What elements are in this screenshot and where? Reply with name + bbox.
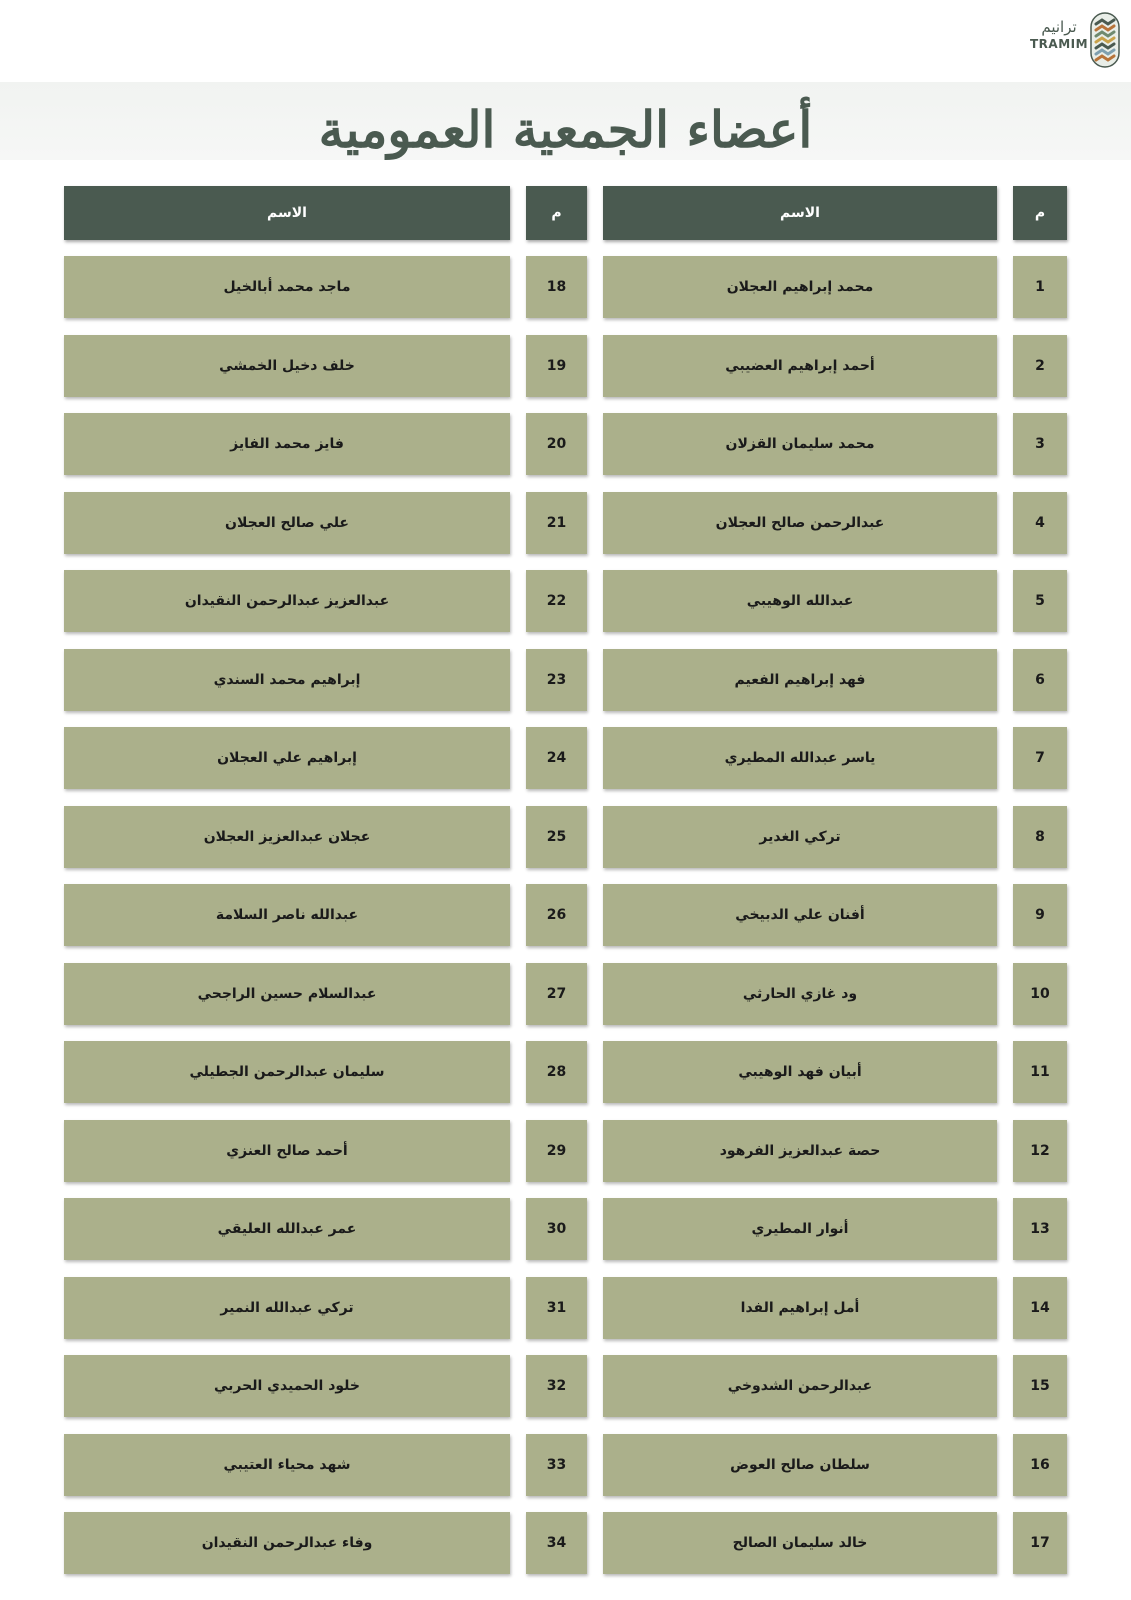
right-member-number: 8 xyxy=(1013,806,1067,868)
left-member-name: ماجد محمد أبالخيل xyxy=(64,256,510,318)
left-member-name: إبراهيم محمد السندي xyxy=(64,649,510,711)
right-member-number: 14 xyxy=(1013,1277,1067,1339)
right-member-name: عبدالرحمن الشدوخي xyxy=(603,1355,997,1417)
right-number-cells xyxy=(1013,256,1067,1574)
right-member-number: 17 xyxy=(1013,1512,1067,1574)
right-number-header: م xyxy=(1013,186,1067,240)
right-member-number: 12 xyxy=(1013,1120,1067,1182)
left-member-name: عبدالسلام حسين الراجحي xyxy=(64,963,510,1025)
right-member-name: فهد إبراهيم الفعيم xyxy=(603,649,997,711)
right-member-name: أنوار المطيري xyxy=(603,1198,997,1260)
right-member-name: خالد سليمان الصالح xyxy=(603,1512,997,1574)
left-name-cells xyxy=(64,256,510,1574)
left-member-number: 21 xyxy=(526,492,587,554)
left-member-name: وفاء عبدالرحمن النقيدان xyxy=(64,1512,510,1574)
right-member-number: 4 xyxy=(1013,492,1067,554)
page-title: أعضاء الجمعية العمومية xyxy=(318,100,813,159)
right-member-name: ياسر عبدالله المطيري xyxy=(603,727,997,789)
right-member-number: 9 xyxy=(1013,884,1067,946)
right-member-name: أفنان علي الدبيخي xyxy=(603,884,997,946)
left-name-header: الاسم xyxy=(64,186,510,240)
left-member-number: 23 xyxy=(526,649,587,711)
right-member-number: 5 xyxy=(1013,570,1067,632)
left-member-number: 28 xyxy=(526,1041,587,1103)
right-member-number: 16 xyxy=(1013,1434,1067,1496)
right-member-number: 10 xyxy=(1013,963,1067,1025)
left-number-cells xyxy=(526,256,587,1574)
right-member-name: ود غازي الحارثي xyxy=(603,963,997,1025)
left-member-name: إبراهيم علي العجلان xyxy=(64,727,510,789)
left-member-name: خلود الحميدي الحربي xyxy=(64,1355,510,1417)
left-member-number: 20 xyxy=(526,413,587,475)
right-member-name: سلطان صالح العوض xyxy=(603,1434,997,1496)
left-member-number: 24 xyxy=(526,727,587,789)
logo-arabic: ترانيم xyxy=(1041,18,1077,36)
left-member-number: 27 xyxy=(526,963,587,1025)
right-member-number: 3 xyxy=(1013,413,1067,475)
left-name-column xyxy=(64,186,510,1591)
left-member-number: 34 xyxy=(526,1512,587,1574)
right-member-name: عبدالله الوهيبي xyxy=(603,570,997,632)
right-name-cells xyxy=(603,256,997,1574)
left-member-number: 18 xyxy=(526,256,587,318)
right-member-number: 7 xyxy=(1013,727,1067,789)
left-member-name: عمر عبدالله العليقي xyxy=(64,1198,510,1260)
right-number-column xyxy=(1013,186,1067,1591)
left-member-name: خلف دخيل الخمشي xyxy=(64,335,510,397)
right-member-number: 13 xyxy=(1013,1198,1067,1260)
left-member-number: 19 xyxy=(526,335,587,397)
left-member-name: تركي عبدالله النمير xyxy=(64,1277,510,1339)
right-member-name: محمد إبراهيم العجلان xyxy=(603,256,997,318)
left-member-number: 33 xyxy=(526,1434,587,1496)
right-member-name: محمد سليمان القزلان xyxy=(603,413,997,475)
right-member-name: أبيان فهد الوهيبي xyxy=(603,1041,997,1103)
right-member-name: حصة عبدالعزيز الفرهود xyxy=(603,1120,997,1182)
right-member-number: 2 xyxy=(1013,335,1067,397)
right-name-column xyxy=(603,186,997,1591)
left-member-number: 29 xyxy=(526,1120,587,1182)
left-member-name: عبدالله ناصر السلامة xyxy=(64,884,510,946)
logo-text xyxy=(1030,20,1088,50)
right-member-number: 11 xyxy=(1013,1041,1067,1103)
left-member-number: 26 xyxy=(526,884,587,946)
left-member-name: شهد محياء العتيبي xyxy=(64,1434,510,1496)
left-member-number: 25 xyxy=(526,806,587,868)
right-member-name: عبدالرحمن صالح العجلان xyxy=(603,492,997,554)
left-member-name: سليمان عبدالرحمن الجطيلي xyxy=(64,1041,510,1103)
right-member-number: 15 xyxy=(1013,1355,1067,1417)
left-member-name: علي صالح العجلان xyxy=(64,492,510,554)
left-member-name: عجلان عبدالعزيز العجلان xyxy=(64,806,510,868)
logo xyxy=(1030,12,1120,74)
left-member-number: 22 xyxy=(526,570,587,632)
left-member-name: أحمد صالح العنزي xyxy=(64,1120,510,1182)
left-member-number: 30 xyxy=(526,1198,587,1260)
right-member-name: تركي الغدير xyxy=(603,806,997,868)
right-member-number: 1 xyxy=(1013,256,1067,318)
left-number-header: م xyxy=(526,186,587,240)
right-member-name: أمل إبراهيم الفدا xyxy=(603,1277,997,1339)
logo-english: TRAMIM xyxy=(1030,37,1089,51)
left-member-name: عبدالعزيز عبدالرحمن النقيدان xyxy=(64,570,510,632)
left-member-number: 32 xyxy=(526,1355,587,1417)
logo-mark-icon xyxy=(1090,12,1120,68)
left-member-number: 31 xyxy=(526,1277,587,1339)
right-member-name: أحمد إبراهيم العضيبي xyxy=(603,335,997,397)
right-name-header: الاسم xyxy=(603,186,997,240)
left-number-column xyxy=(526,186,587,1591)
right-member-number: 6 xyxy=(1013,649,1067,711)
left-member-name: فايز محمد الفايز xyxy=(64,413,510,475)
